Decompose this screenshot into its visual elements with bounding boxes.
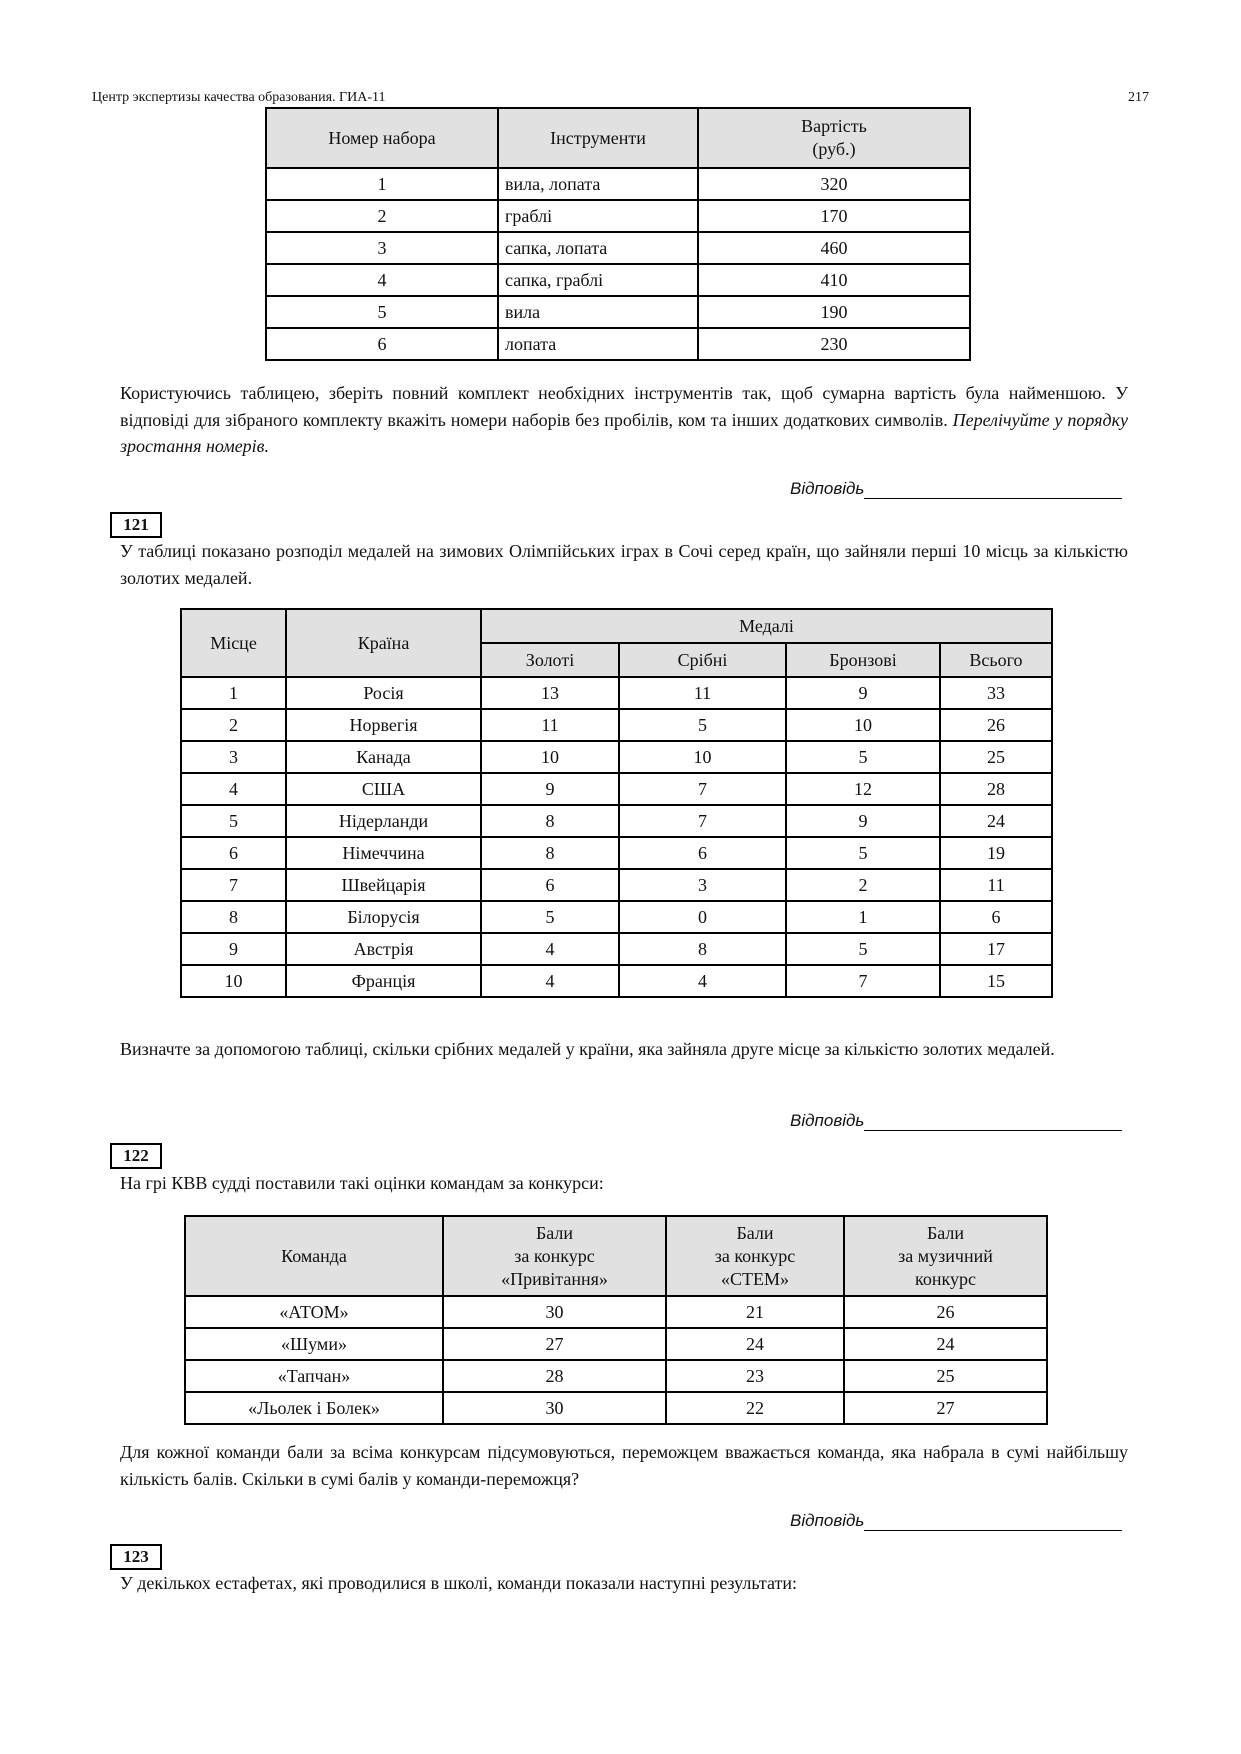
table-row [181, 709, 1052, 741]
table-header-row [185, 1216, 1047, 1296]
table-header-row [266, 108, 970, 168]
table-cell: граблі [498, 200, 698, 232]
table-cell: Франція [286, 965, 481, 997]
table-cell: 10 [619, 741, 786, 773]
question-number-123: 123 [110, 1544, 162, 1570]
col-header-total: Всього [940, 643, 1052, 677]
table-cell: 3 [266, 232, 498, 264]
table-cell: 24 [666, 1328, 844, 1360]
col-header-cost: Вартість (руб.) [698, 108, 970, 168]
table-row [185, 1296, 1047, 1328]
table-cell: 0 [619, 901, 786, 933]
table-row [185, 1328, 1047, 1360]
table-cell: 11 [481, 709, 619, 741]
table-cell: вила, лопата [498, 168, 698, 200]
table-cell: 5 [481, 901, 619, 933]
table-cell: сапка, граблі [498, 264, 698, 296]
table-row [181, 901, 1052, 933]
question-number-122: 122 [110, 1143, 162, 1169]
col-header-set-number: Номер набора [266, 108, 498, 168]
q121-intro: У таблиці показано розподіл медалей на зимових Олімпійських іграх в Сочі серед країн, що зайняли перші 10 місць за кількістю золотих медалей. [120, 541, 1128, 588]
table-cell: 4 [619, 965, 786, 997]
question-number-121: 121 [110, 512, 162, 538]
table-cell: лопата [498, 328, 698, 360]
table-cell: 28 [443, 1360, 666, 1392]
table-row [266, 168, 970, 200]
table-cell: 27 [443, 1328, 666, 1360]
table-cell: Австрія [286, 933, 481, 965]
table-row [181, 965, 1052, 997]
table-cell: 8 [181, 901, 286, 933]
table-cell: 6 [619, 837, 786, 869]
table-cell: 30 [443, 1296, 666, 1328]
table-cell: 26 [844, 1296, 1047, 1328]
table-cell: 5 [181, 805, 286, 837]
table-cell: 26 [940, 709, 1052, 741]
table-cell: Німеччина [286, 837, 481, 869]
table-row [185, 1360, 1047, 1392]
table-cell: 17 [940, 933, 1052, 965]
table-cell: 230 [698, 328, 970, 360]
table-cell: вила [498, 296, 698, 328]
table-cell: 7 [786, 965, 940, 997]
answer-label: Відповідь [790, 479, 865, 498]
table-cell: 12 [786, 773, 940, 805]
table-cell: 4 [481, 933, 619, 965]
col-header-stem-score: Бали за конкурс «СТЕМ» [666, 1216, 844, 1296]
table-row [266, 200, 970, 232]
table-cell: 21 [666, 1296, 844, 1328]
table-row [266, 328, 970, 360]
table-cell: 6 [266, 328, 498, 360]
answer-line[interactable] [864, 1112, 1122, 1131]
answer-line[interactable] [864, 1512, 1122, 1531]
table-cell: 2 [266, 200, 498, 232]
table-cell: 15 [940, 965, 1052, 997]
table-cell: 190 [698, 296, 970, 328]
q120-question-text [120, 380, 1128, 460]
table-cell: 30 [443, 1392, 666, 1424]
col-header-bronze: Бронзові [786, 643, 940, 677]
olympic-medals-table [180, 608, 1053, 998]
table-cell: 2 [181, 709, 286, 741]
table-cell: 27 [844, 1392, 1047, 1424]
col-header-medals: Медалі [481, 609, 1052, 643]
table-cell: 9 [786, 805, 940, 837]
table-cell: 3 [181, 741, 286, 773]
table-cell: 5 [786, 933, 940, 965]
page-number: 217 [1128, 90, 1149, 105]
table-row [181, 837, 1052, 869]
table-cell: 6 [481, 869, 619, 901]
table-cell: 170 [698, 200, 970, 232]
table-cell: 7 [619, 805, 786, 837]
table-cell: 11 [619, 677, 786, 709]
table-cell: 3 [619, 869, 786, 901]
table-cell: 1 [266, 168, 498, 200]
answer-label: Відповідь [790, 1111, 865, 1130]
table-row [181, 741, 1052, 773]
table-row [266, 264, 970, 296]
table-row [185, 1392, 1047, 1424]
table-cell: 28 [940, 773, 1052, 805]
table-cell: 6 [940, 901, 1052, 933]
table-row [181, 773, 1052, 805]
table-row [181, 677, 1052, 709]
table-cell: 25 [940, 741, 1052, 773]
table-cell: «Тапчан» [185, 1360, 443, 1392]
table-cell: 1 [786, 901, 940, 933]
table-header-row [181, 609, 1052, 643]
q121-question: Визначте за допомогою таблиці, скільки срібних медалей у країни, яка зайняла друге місце за кількістю золотих медалей. [120, 1039, 1055, 1059]
table-cell: 5 [619, 709, 786, 741]
table-row [181, 869, 1052, 901]
table-cell: 22 [666, 1392, 844, 1424]
q122-question: Для кожної команди бали за всіма конкурсам підсумовуються, переможцем вважається команда, яка набрала в сумі найбільшу кількість балів. Скільки в сумі балів у команди-переможця? [120, 1442, 1128, 1489]
q120-text-italic: Перелічуйте у порядку зростання номерів. [120, 409, 1129, 456]
answer-line[interactable] [864, 480, 1122, 499]
table-cell: 410 [698, 264, 970, 296]
table-cell: 1 [181, 677, 286, 709]
table-cell: 8 [481, 805, 619, 837]
table-cell: 9 [786, 677, 940, 709]
col-header-team: Команда [185, 1216, 443, 1296]
table-cell: 460 [698, 232, 970, 264]
table-cell: 25 [844, 1360, 1047, 1392]
col-header-greeting-score: Бали за конкурс «Привітання» [443, 1216, 666, 1296]
q123-intro: У декількох естафетах, які проводилися в школі, команди показали наступні результати: [120, 1573, 797, 1593]
q122-intro: На грі КВВ судді поставили такі оцінки командам за конкурси: [120, 1173, 604, 1193]
table-cell: 4 [266, 264, 498, 296]
col-header-tools: Інструменти [498, 108, 698, 168]
table-cell: 24 [940, 805, 1052, 837]
table-cell: 320 [698, 168, 970, 200]
table-cell: Нідерланди [286, 805, 481, 837]
table-cell: 5 [786, 741, 940, 773]
table-cell: 5 [266, 296, 498, 328]
table-cell: 4 [181, 773, 286, 805]
table-cell: 6 [181, 837, 286, 869]
table-cell: 10 [481, 741, 619, 773]
tool-sets-table [265, 107, 971, 361]
col-header-silver: Срібні [619, 643, 786, 677]
table-cell: 5 [786, 837, 940, 869]
header-title: Центр экспертизы качества образования. ГИА-11 [92, 90, 386, 105]
table-cell: Білорусія [286, 901, 481, 933]
table-cell: 8 [619, 933, 786, 965]
table-row [266, 232, 970, 264]
table-cell: 13 [481, 677, 619, 709]
q120-text: Користуючись таблицею, зберіть повний комплект необхідних інструментів так, щоб сумарна вартість була найменшою. У відповіді для зібраного комплекту вкажіть номери наборів без пробілів, ком та інших додаткових символів. [120, 383, 1128, 430]
q122-answer [790, 1510, 1122, 1531]
table-cell: Норвегія [286, 709, 481, 741]
q121-answer [790, 1110, 1122, 1131]
table-cell: 10 [181, 965, 286, 997]
col-header-music-score: Бали за музичний конкурс [844, 1216, 1047, 1296]
table-cell: 11 [940, 869, 1052, 901]
table-cell: 10 [786, 709, 940, 741]
table-cell: 19 [940, 837, 1052, 869]
col-header-gold: Золоті [481, 643, 619, 677]
kvn-scores-table [184, 1215, 1048, 1425]
table-cell: «АТОМ» [185, 1296, 443, 1328]
col-header-country: Країна [286, 609, 481, 677]
table-cell: Росія [286, 677, 481, 709]
table-cell: 2 [786, 869, 940, 901]
table-cell: 8 [481, 837, 619, 869]
table-cell: Канада [286, 741, 481, 773]
col-header-place: Місце [181, 609, 286, 677]
answer-label: Відповідь [790, 1511, 865, 1530]
table-cell: 33 [940, 677, 1052, 709]
table-cell: Швейцарія [286, 869, 481, 901]
table-cell: сапка, лопата [498, 232, 698, 264]
table-row [181, 933, 1052, 965]
table-cell: 9 [181, 933, 286, 965]
table-cell: 4 [481, 965, 619, 997]
q120-answer [790, 478, 1122, 499]
table-cell: «Льолек і Болек» [185, 1392, 443, 1424]
table-cell: 23 [666, 1360, 844, 1392]
table-cell: 9 [481, 773, 619, 805]
table-cell: 7 [619, 773, 786, 805]
table-row [266, 296, 970, 328]
table-cell: 24 [844, 1328, 1047, 1360]
table-cell: США [286, 773, 481, 805]
table-row [181, 805, 1052, 837]
table-cell: «Шуми» [185, 1328, 443, 1360]
table-cell: 7 [181, 869, 286, 901]
